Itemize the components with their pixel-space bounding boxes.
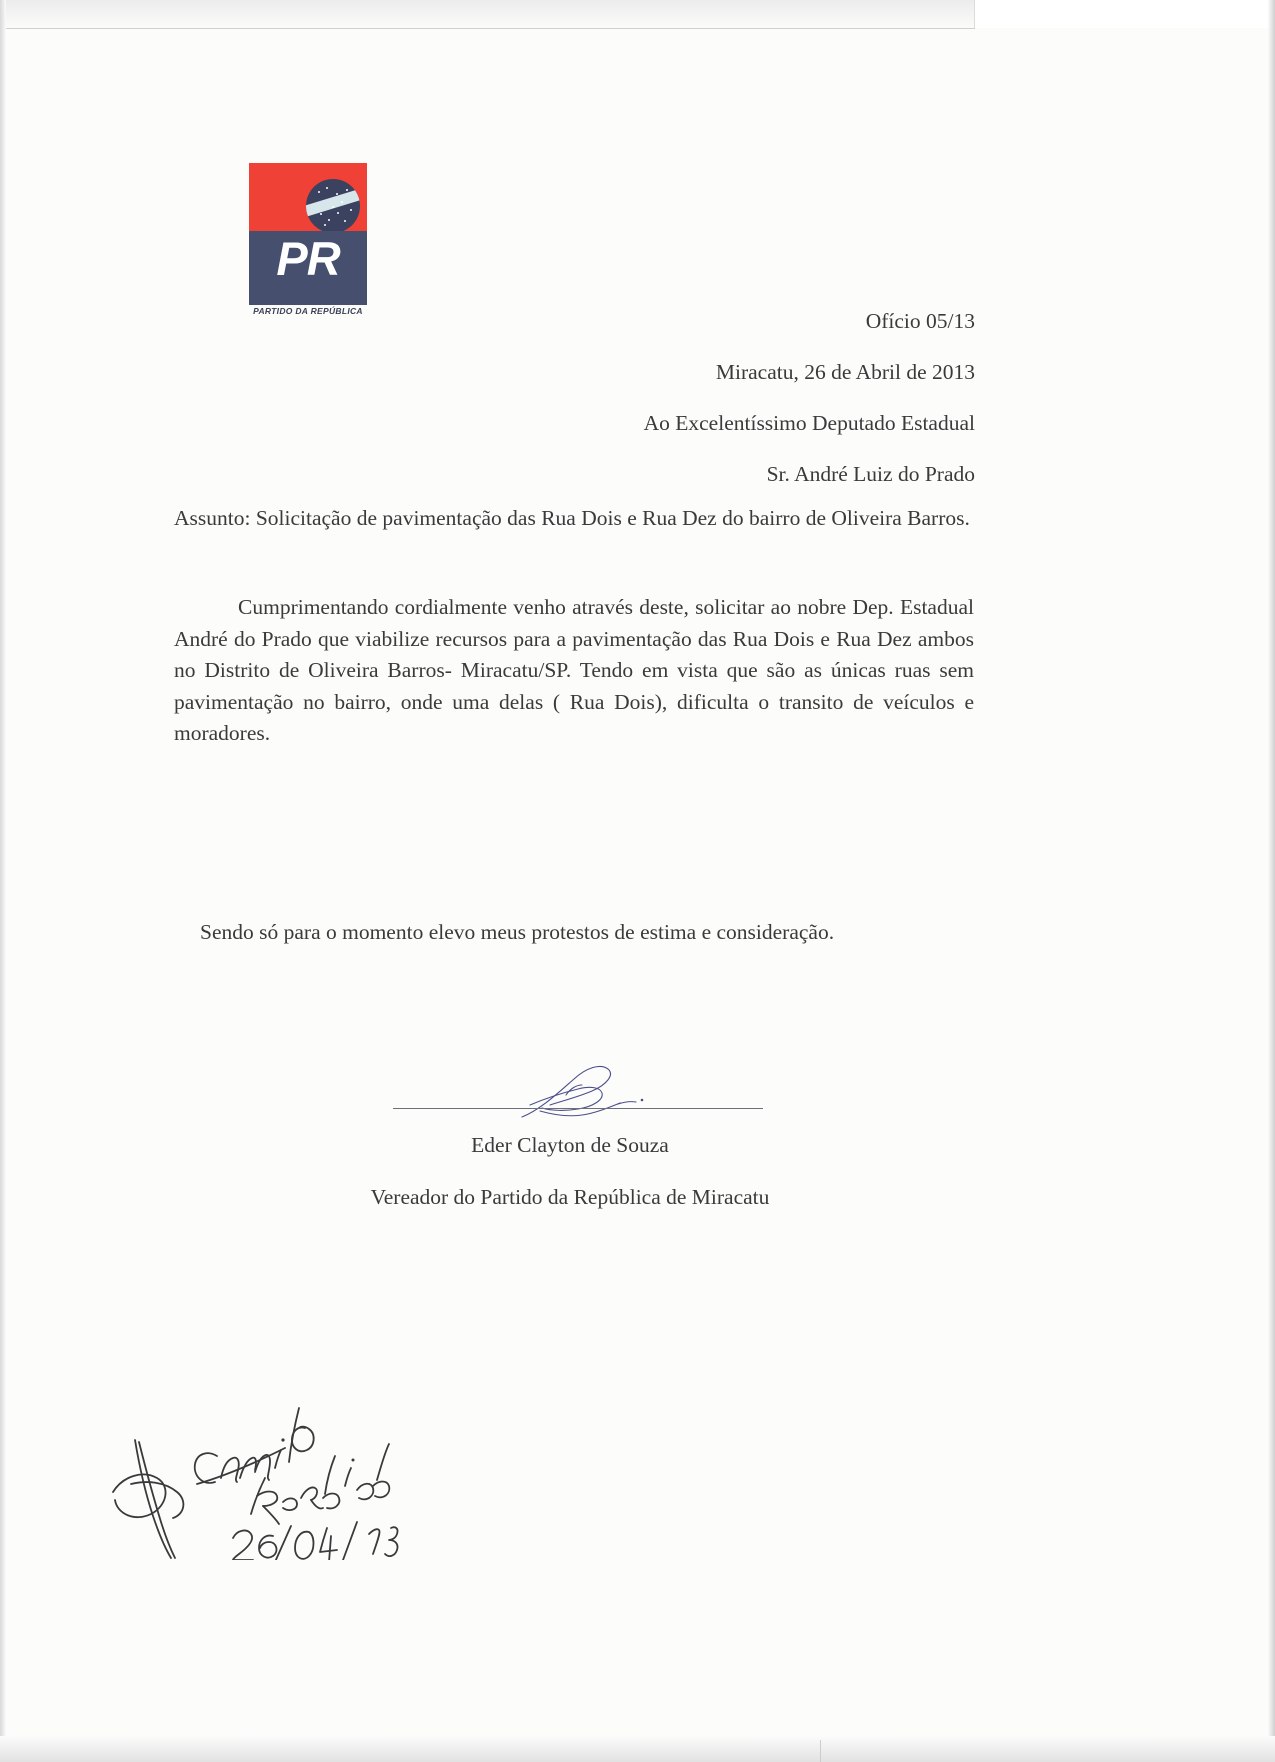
globe-band [306, 188, 360, 217]
scan-top-rule [0, 28, 975, 29]
signature-rule [393, 1108, 763, 1109]
addressee-title: Ao Excelentíssimo Deputado Estadual [643, 411, 975, 435]
scan-bottom-tick [820, 1740, 821, 1762]
signer-role: Vereador do Partido da República de Miracatu [370, 1185, 770, 1209]
scan-edge-bottom [0, 1736, 1275, 1762]
logo-caption: PARTIDO DA REPÚBLICA [253, 306, 363, 316]
body-paragraph: Cumprimentando cordialmente venho através deste, solicitar ao nobre Dep. Estadual André do Prado que viabilize recursos para a pavimentação das Rua Dois e Rua Dez ambos no Distrito de Oliveira Barros- Miracatu/SP. Tendo em vista que são as únicas ruas sem pavimentação no bairro, onde uma delas ( Rua Dois), dificulta o transito de veículos e moradores. [174, 595, 974, 745]
brazil-flag-globe-icon [306, 179, 360, 233]
logo-red-band [249, 163, 367, 231]
subject-line: Assunto: Solicitação de pavimentação das Rua Dois e Rua Dez do bairro de Oliveira Barros. [174, 506, 970, 530]
addressee-name: Sr. André Luiz do Prado [766, 462, 975, 486]
scan-edge-right [1268, 0, 1275, 1762]
place-and-date: Miracatu, 26 de Abril de 2013 [715, 360, 975, 384]
signer-name: Eder Clayton de Souza [471, 1133, 669, 1157]
scan-edge-left [0, 0, 6, 1762]
closing-line: Sendo só para o momento elevo meus protestos de estima e consideração. [200, 920, 835, 944]
oficio-number: Ofício 05/13 [865, 309, 975, 333]
party-logo [249, 163, 367, 305]
letter-header [430, 296, 975, 500]
logo-initials: PR [276, 232, 340, 285]
scan-corner-highlight [974, 0, 1275, 28]
